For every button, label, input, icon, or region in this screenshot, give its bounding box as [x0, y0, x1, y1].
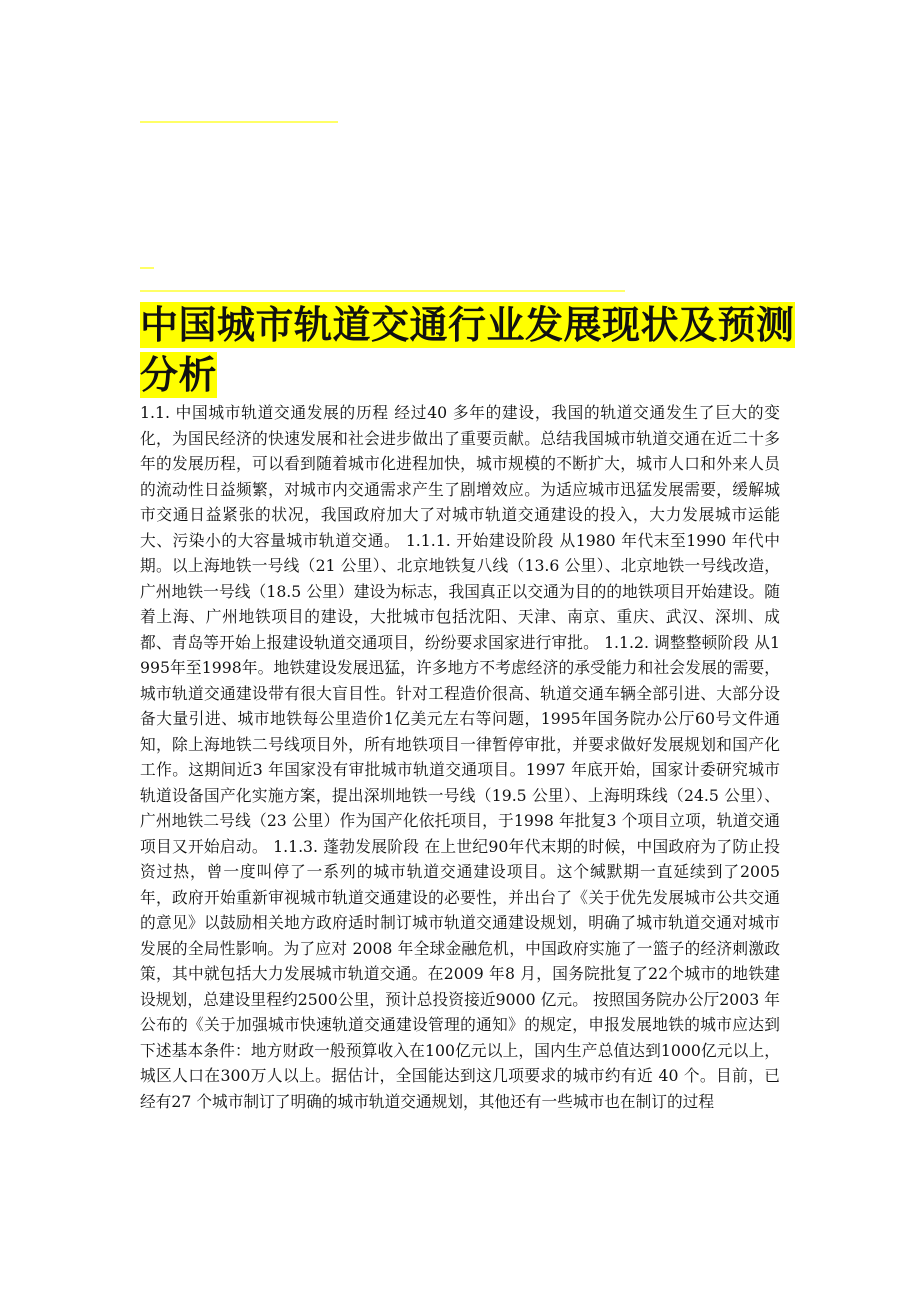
page-title: [140, 300, 800, 400]
decorative-rule-short: [140, 267, 154, 269]
title-text: 中国城市轨道交通行业发展现状及预测分析: [140, 303, 795, 397]
decorative-rule-top: [140, 121, 338, 123]
body-paragraph: 1.1. 中国城市轨道交通发展的历程 经过40 多年的建设，我国的轨道交通发生了巨大的变化，为国民经济的快速发展和社会进步做出了重要贡献。总结我国城市轨道交通在近二十多年的发展历程，可以看到随着城市化进程加快，城市规模的不断扩大，城市人口和外来人员的流动性日益频繁，对城市内交通需求产生了剧增效应。为适应城市迅猛发展需要，缓解城市交通日益紧张的状况，我国政府加大了对城市轨道交通建设的投入，大力发展城市运能大、污染小的大容量城市轨道交通。 1.1.1. 开始建设阶段 从1980 年代末至1990 年代中期。以上海地铁一号线（21 公里）、北京地铁复八线（13.6 公里）、北京地铁一号线改造，广州地铁一号线（18.5 公里）建设为标志，我国真正以交通为目的的地铁项目开始建设。随着上海、广州地铁项目的建设，大批城市包括沈阳、天津、南京、重庆、武汉、深圳、成都、青岛等开始上报建设轨道交通项目，纷纷要求国家进行审批。 1.1.2. 调整整顿阶段 从1995年至1998年。地铁建设发展迅猛，许多地方不考虑经济的承受能力和社会发展的需要，城市轨道交通建设带有很大盲目性。针对工程造价很高、轨道交通车辆全部引进、大部分设备大量引进、城市地铁每公里造价1亿美元左右等问题，1995年国务院办公厅60号文件通知，除上海地铁二号线项目外，所有地铁项目一律暂停审批，并要求做好发展规划和国产化工作。这期间近3 年国家没有审批城市轨道交通项目。1997 年底开始，国家计委研究城市轨道设备国产化实施方案，提出深圳地铁一号线（19.5 公里）、上海明珠线（24.5 公里）、广州地铁二号线（23 公里）作为国产化依托项目，于1998 年批复3 个项目立项，轨道交通项目又开始启动。 1.1.3. 蓬勃发展阶段 在上世纪90年代末期的时候，中国政府为了防止投资过热，曾一度叫停了一系列的城市轨道交通建设项目。这个缄默期一直延续到了2005 年，政府开始重新审视城市轨道交通建设的必要性，并出台了《关于优先发展城市公共交通的意见》以鼓励相关地方政府适时制订城市轨道交通建设规划，明确了城市轨道交通对城市发展的全局性影响。为了应对 2008 年全球金融危机，中国政府实施了一篮子的经济刺激政策，其中就包括大力发展城市轨道交通。在2009 年8 月，国务院批复了22个城市的地铁建设规划，总建设里程约2500公里，预计总投资接近9000 亿元。 按照国务院办公厅2003 年公布的《关于加强城市快速轨道交通建设管理的通知》的规定，申报发展地铁的城市应达到下述基本条件：地方财政一般预算收入在100亿元以上，国内生产总值达到1000亿元以上，城区人口在300万人以上。据估计，全国能达到这几项要求的城市约有近 40 个。目前，已经有27 个城市制订了明确的城市轨道交通规划，其他还有一些城市也在制订的过程: [140, 403, 780, 1111]
decorative-rule-above-title: [140, 290, 625, 292]
